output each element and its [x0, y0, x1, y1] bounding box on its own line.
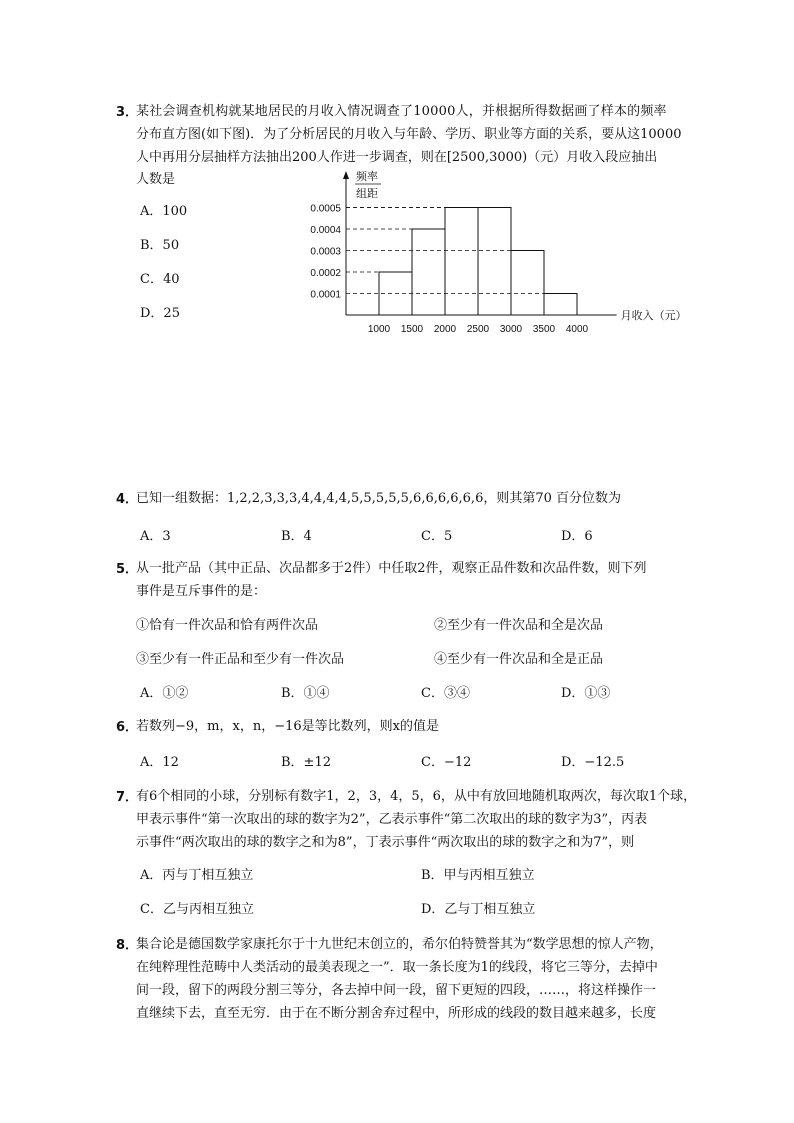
q3-option-a: A．100 [140, 204, 188, 219]
q3-text-line4: 人数是 [136, 172, 176, 187]
x-tick-label: 2500 [466, 324, 490, 335]
q3-text-line3: 人中再用分层抽样方法抽出200人作进一步调查，则在[2500,3000)（元）月收入段应抽出 [136, 150, 658, 165]
x-tick-label: 2000 [433, 324, 457, 335]
q7-option-d: D．乙与丁相互独立 [421, 902, 536, 917]
q7-option-b: B．甲与丙相互独立 [421, 868, 535, 883]
y-tick-label: 0.0004 [310, 225, 341, 236]
histogram-bar [445, 208, 478, 316]
q5-number: 5． [116, 562, 139, 577]
q5-item-1: ①恰有一件次品和恰有两件次品 [136, 618, 319, 633]
q4-number: 4． [116, 492, 139, 507]
x-tick-label: 4000 [565, 324, 589, 335]
q4-option-a: A．3 [140, 529, 171, 544]
q5-option-a: A．①② [140, 686, 189, 701]
q5-option-c: C．③④ [421, 686, 470, 701]
q6-text: 若数列−9，m，x，n，−16是等比数列，则x的值是 [136, 719, 439, 734]
q8-text-line2: 在纯粹理性范畴中人类活动的最美表现之一”．取一条长度为1的线段，将它三等分，去掉中 [136, 960, 658, 975]
q7-option-a: A．丙与丁相互独立 [140, 868, 254, 883]
x-tick-label: 1500 [400, 324, 424, 335]
q3-option-d: D．25 [140, 306, 180, 321]
q8-text-line3: 间一段，留下的两段分割三等分，各去掉中间一段，留下更短的四段，……，将这样操作一 [136, 983, 657, 998]
q6-number: 6． [116, 720, 139, 735]
q5-option-b: B．①④ [281, 686, 330, 701]
q8-text-line4: 直继续下去，直至无穷．由于在不断分割舍弃过程中，所形成的线段的数目越来越多，长度 [136, 1006, 657, 1021]
q4-option-b: B．4 [281, 529, 312, 544]
income-histogram [290, 165, 690, 345]
x-tick-label: 3000 [499, 324, 523, 335]
q6-option-b: B．±12 [281, 755, 331, 770]
q5-item-4: ④至少有一件次品和全是正品 [434, 652, 604, 667]
q4-option-c: C．5 [421, 529, 453, 544]
q8-text-line1: 集合论是德国数学家康托尔于十九世纪末创立的，希尔伯特赞誉其为“数学思想的惊人产物， [136, 937, 663, 952]
q3-text-line2: 分布直方图(如下图)．为了分析居民的月收入与年龄、学历、职业等方面的关系，要从这10000 [136, 127, 682, 142]
q7-text-line1: 有6个相同的小球，分别标有数字1，2，3，4，5，6，从中有放回地随机取两次，每次取1个球， [136, 789, 697, 804]
y-tick-label: 0.0002 [310, 268, 341, 279]
histogram-bar [511, 251, 544, 316]
y-axis-label-bottom: 组距 [356, 188, 378, 200]
y-tick-label: 0.0001 [310, 289, 341, 301]
x-tick-label: 3500 [532, 324, 556, 335]
q7-number: 7． [116, 790, 139, 805]
q5-item-2: ②至少有一件次品和全是次品 [434, 618, 604, 633]
q6-option-a: A．12 [140, 755, 179, 770]
q3-option-c: C．40 [140, 272, 180, 287]
q6-option-d: D．−12.5 [561, 755, 625, 770]
x-tick-label: 1000 [367, 324, 391, 335]
q8-number: 8． [116, 938, 139, 953]
q4-text: 已知一组数据：1,2,2,3,3,3,4,4,4,4,5,5,5,5,5,6,6,6,6,6,6，则其第70 百分位数为 [136, 491, 622, 506]
y-axis-label-top: 频率 [356, 171, 378, 183]
y-tick-label: 0.0003 [310, 246, 341, 258]
q7-text-line3: 示事件“两次取出的球的数字之和为8”，丁表示事件“两次取出的球的数字之和为7”，则 [136, 835, 635, 850]
q3-number: 3． [116, 105, 139, 120]
q5-text-line2: 事件是互斥事件的是： [136, 584, 267, 599]
q3-option-b: B．50 [140, 238, 180, 253]
q7-text-line2: 甲表示事件“第一次取出的球的数字为2”，乙表示事件“第二次取出的球的数字为3”，丙表 [136, 812, 648, 827]
y-axis-arrow [343, 171, 349, 179]
q3-text-line1: 某社会调查机构就某地居民的月收入情况调查了10000人，并根据所得数据画了样本的频率 [136, 104, 667, 119]
y-tick-label: 0.0005 [310, 203, 341, 215]
q4-option-d: D．6 [561, 529, 593, 544]
histogram-bar [412, 229, 445, 315]
histogram-bar [544, 294, 577, 316]
q7-option-c: C．乙与丙相互独立 [140, 902, 254, 917]
x-axis-label: 月收入（元） [620, 310, 687, 322]
q5-item-3: ③至少有一件正品和至少有一件次品 [136, 652, 345, 667]
q5-text-line1: 从一批产品（其中正品、次品都多于2件）中任取2件，观察正品件数和次品件数，则下列 [136, 561, 647, 576]
histogram-bar [478, 208, 511, 316]
q6-option-c: C．−12 [421, 755, 472, 770]
q5-option-d: D．①③ [561, 686, 611, 701]
